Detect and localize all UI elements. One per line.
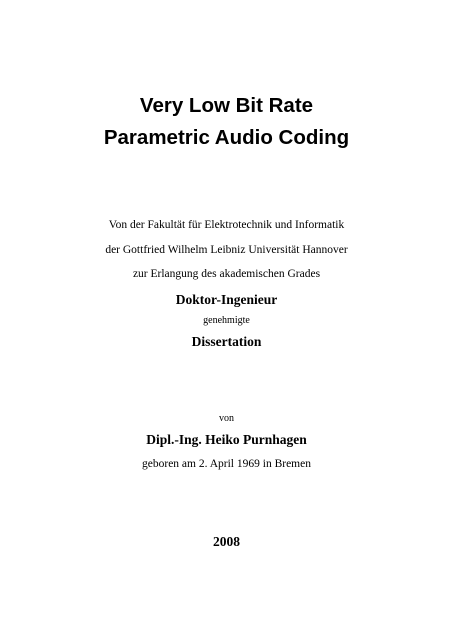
title-line-2: Parametric Audio Coding [103,126,350,149]
faculty-line-2: der Gottfried Wilhelm Leibniz Universität Hannover [105,244,348,256]
title-line-1: Very Low Bit Rate [139,94,314,117]
approved-text: genehmigte [203,315,250,326]
year: 2008 [213,534,240,549]
by-text: von [219,413,234,424]
work-type: Dissertation [191,334,262,349]
author-name: Dipl.-Ing. Heiko Purnhagen [146,432,307,447]
birth-info: geboren am 2. April 1969 in Bremen [142,458,311,470]
degree-title: Doktor-Ingenieur [175,292,278,307]
faculty-line-3: zur Erlangung des akademischen Grades [132,268,321,280]
faculty-line-1: Von der Fakultät für Elektrotechnik und Informatik [108,219,345,231]
